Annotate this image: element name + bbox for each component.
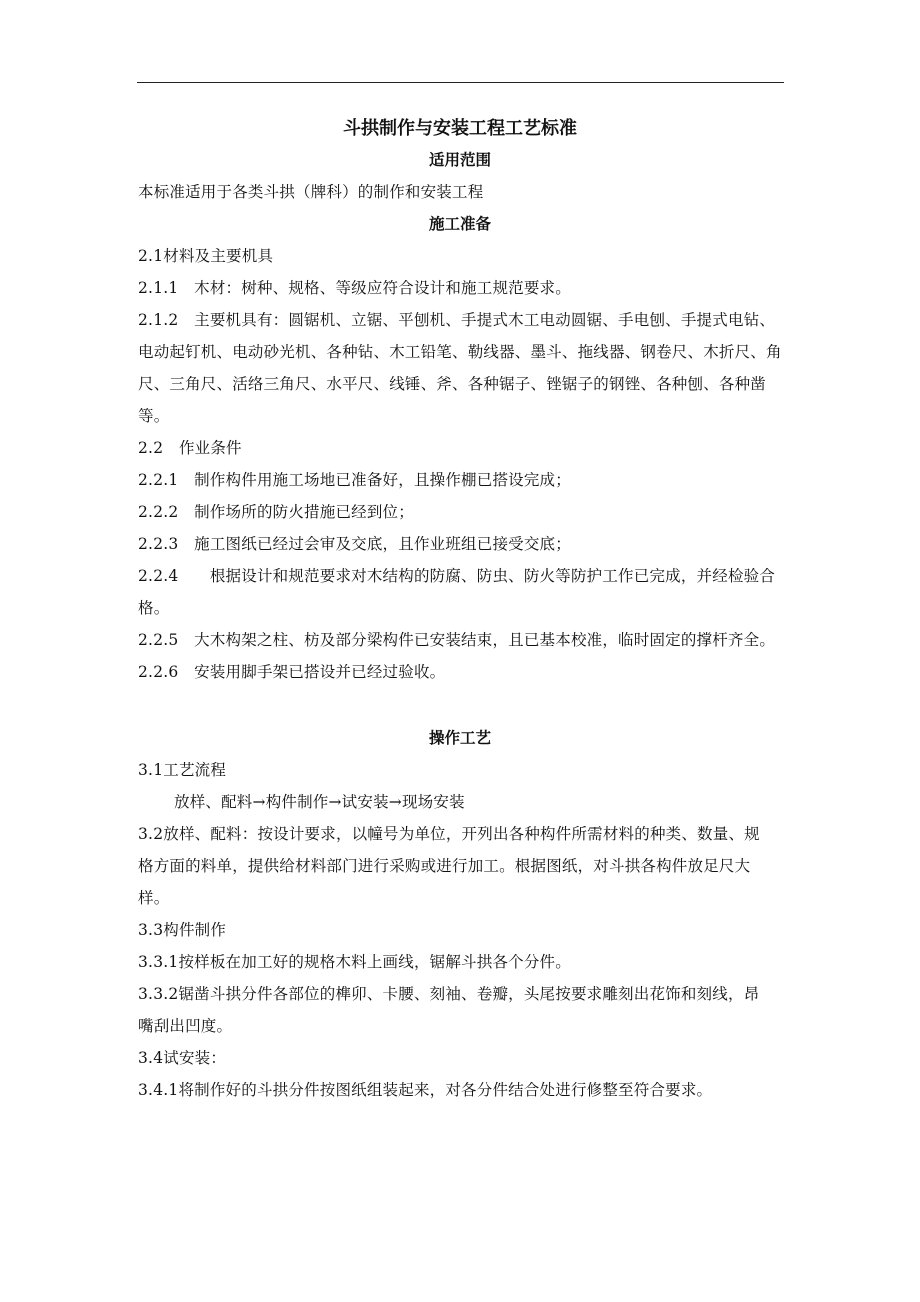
process-item: 3.3构件制作 [138,921,227,939]
process-flow: 放样、配料→构件制作→试安装→现场安装 [174,793,465,811]
process-item: 3.3.1按样板在加工好的规格木料上画线，锯解斗拱各个分件。 [138,953,571,971]
prep-item: 2.2.2 制作场所的防火措施已经到位； [138,503,414,521]
process-flow-title: 3.1工艺流程 [138,761,227,779]
prep-item: 2.2.4 根据设计和规范要求对木结构的防腐、防虫、防火等防护工作已完成，并经检验合格。 [138,567,776,617]
prep-item: 2.2.5 大木构架之柱、枋及部分梁构件已安装结束，且已基本校准，临时固定的撑杆齐全。 [138,631,776,649]
process-item: 3.4试安装： [138,1049,227,1067]
section-heading-process: 操作工艺 [428,728,491,747]
document-body [138,114,798,1106]
prep-item: 2.2.1 制作构件用施工场地已准备好，且操作棚已搭设完成； [138,471,571,489]
prep-item: 2.1.1 木材：树种、规格、等级应符合设计和施工规范要求。 [138,279,571,297]
prep-item: 2.1.2 主要机具有：圆锯机、立锯、平刨机、手提式木工电动圆锯、手电刨、手提式电钻、电动起钉机、电动砂光机、各种钻、木工铅笔、勒线器、墨斗、拖线器、钢卷尺、木折尺、角尺、三角尺、活络三角尺、水平尺、线锤、斧、各种锯子、锉锯子的钢锉、各种刨、各种凿等。 [138,311,782,425]
process-item: 3.3.2锯凿斗拱分件各部位的榫卯、卡腰、刻袖、卷瓣，头尾按要求雕刻出花饰和刻线，昂嘴刮出凹度。 [138,985,760,1035]
section-heading-preparation: 施工准备 [428,214,491,233]
process-item: 3.2放样、配料：按设计要求，以幢号为单位，开列出各种构件所需材料的种类、数量、规格方面的料单，提供给材料部门进行采购或进行加工。根据图纸，对斗拱各构件放足尺大样。 [138,825,760,907]
header-rule [137,82,784,83]
prep-item: 2.2.6 安装用脚手架已搭设并已经过验收。 [138,663,446,681]
process-item: 3.4.1将制作好的斗拱分件按图纸组装起来，对各分件结合处进行修整至符合要求。 [138,1081,713,1099]
spacer [138,688,798,722]
prep-item: 2.2 作业条件 [138,439,242,457]
scope-text: 本标准适用于各类斗拱（牌科）的制作和安装工程 [138,183,484,201]
document-title: 斗拱制作与安装工程工艺标准 [343,118,577,139]
section-heading-scope: 适用范围 [428,150,491,169]
prep-item: 2.1材料及主要机具 [138,247,274,265]
prep-item: 2.2.3 施工图纸已经过会审及交底，且作业班组已接受交底； [138,535,571,553]
